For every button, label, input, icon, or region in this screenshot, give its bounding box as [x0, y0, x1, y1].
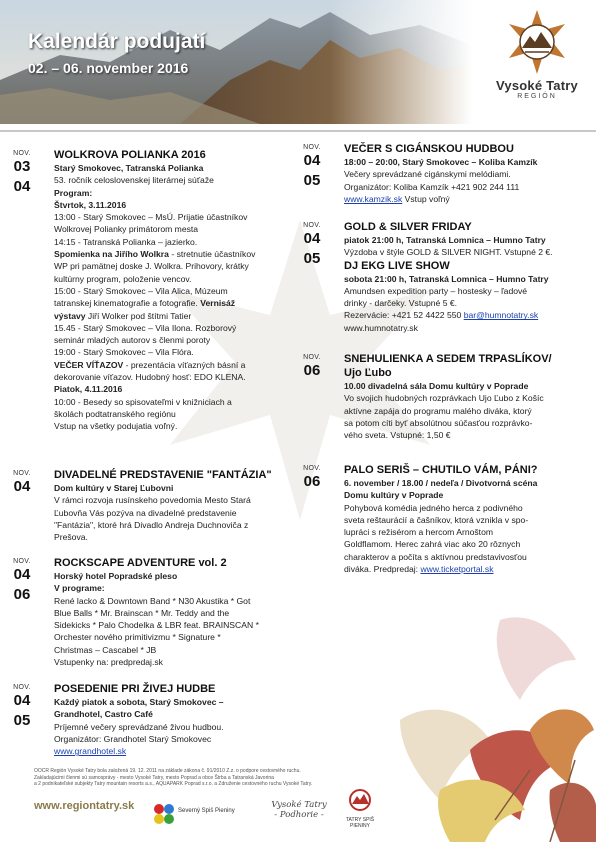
- event-detail-text: sa potom cíti byť absolútnou súčasťou rozprávko-: [344, 417, 533, 428]
- event-detail-line: [54, 721, 224, 733]
- event-detail-text: Program:: [54, 187, 93, 198]
- event-detail-line: [54, 644, 259, 656]
- brand-logo: [482, 6, 592, 120]
- event-detail-line: [344, 193, 537, 205]
- event-detail-line: [54, 187, 255, 199]
- event-detail-text: seminár mladých autorov s členmi poroty: [54, 335, 211, 346]
- event-day: 06: [13, 586, 31, 603]
- event-detail-line: [54, 383, 255, 395]
- event-detail-line: [344, 489, 538, 501]
- brand-subtitle: REGIÓN: [517, 93, 557, 100]
- event-detail-text: vého sveta. Vstupné: 1,50 €: [344, 430, 451, 441]
- event-detail-text: Orchester nového primitivizmu * Signature *: [54, 632, 221, 643]
- event-detail-text: Jiří Wolker pod štítmi Tatier: [85, 310, 192, 321]
- severny-spis-logo-icon: [152, 802, 176, 826]
- event-detail-line: [54, 619, 259, 631]
- event-detail-text: Vstup voľný: [402, 193, 450, 204]
- event-day: 06: [303, 362, 321, 379]
- page-title: Kalendár podujatí: [28, 30, 206, 53]
- event-detail-line: [54, 223, 255, 235]
- event-day: 04: [303, 230, 321, 247]
- event-detail-text: Vstup na všetky podujatia voľný.: [54, 421, 178, 432]
- event-title: VEČER S CIGÁNSKOU HUDBOU: [344, 143, 514, 155]
- event-detail-text: René lacko & Downtown Band * N30 Akustika * Got: [54, 595, 251, 606]
- event-detail-text: Starý Smokovec, Tatranská Polianka: [54, 163, 204, 173]
- event-detail-text: dekorovanie víťazov. Hudobný hosť: EDO KLENA.: [54, 372, 246, 383]
- event-detail-text: Štvrtok, 3.11.2016: [54, 199, 127, 210]
- event-detail-line: [54, 696, 224, 708]
- header-divider: [0, 130, 596, 132]
- event-detail-line: [54, 174, 255, 186]
- event-detail-text: Vernisáž: [200, 298, 236, 309]
- event-date: [292, 354, 332, 381]
- event-detail-text: kultúrny program, položenie vencov.: [54, 273, 192, 284]
- event-detail-text: školách podtatranského regiónu: [54, 408, 176, 419]
- event-entry: [54, 148, 255, 433]
- autumn-leaves-image: [380, 600, 596, 842]
- event-detail-text: Pohybová komédia jedného herca z podivného: [344, 502, 523, 513]
- event-detail-text: Organizátor: Koliba Kamzík +421 902 244 111: [344, 181, 520, 192]
- event-detail-text: Ľubovňa Vás pozýva na divadelné predstavenie: [54, 507, 237, 518]
- event-detail-line: [344, 526, 538, 538]
- pieniny-logo-text: TATRY SPIŠ: [345, 817, 375, 823]
- event-detail-line: [344, 246, 553, 258]
- event-detail-line: [54, 408, 255, 420]
- event-detail-text: 18:00 – 20:00, Starý Smokovec – Koliba Kamzík: [344, 157, 538, 167]
- event-detail-text: Vstupenky na: predpredaj.sk: [54, 657, 163, 668]
- event-detail-line: [54, 607, 259, 619]
- event-detail-text: Wolkrovej Polianky primátorom mesta: [54, 224, 199, 235]
- event-date: [2, 150, 42, 197]
- event-detail-text: Rezervácie: +421 52 4422 550: [344, 310, 464, 321]
- event-detail-text: tatranskej kinematografie a fotografie.: [54, 298, 201, 309]
- event-detail-line: [54, 371, 255, 383]
- event-title: DIVADELNÉ PREDSTAVENIE "FANTÁZIA": [54, 469, 272, 481]
- event-detail-text: 53. ročník celoslovenskej literárnej súťaže: [54, 175, 214, 186]
- event-detail-line: [344, 322, 553, 334]
- event-detail-line: [344, 297, 553, 309]
- event-day: 06: [303, 473, 321, 490]
- event-detail-line: [344, 273, 553, 285]
- event-title: Ujo Ľubo: [344, 367, 392, 379]
- event-link[interactable]: bar@humnotatry.sk: [463, 310, 539, 321]
- event-day: 04: [13, 178, 31, 195]
- event-detail-line: [54, 519, 272, 531]
- footer-website-link[interactable]: www.regiontatry.sk: [34, 800, 135, 812]
- event-day: 04: [13, 566, 31, 583]
- event-detail-line: [344, 477, 538, 489]
- date-range: 02. – 06. november 2016: [28, 60, 189, 76]
- event-detail-text: Blue Balls * Mr. Brainscan * Mr. Teddy and the: [54, 607, 230, 618]
- event-detail-text: 19:00 - Starý Smokovec – Vila Flóra.: [54, 347, 194, 358]
- event-entry: [54, 468, 272, 543]
- severny-spis-label: Severný Spiš Pieniny: [178, 808, 235, 814]
- event-detail-text: piatok 21:00 h, Tatranská Lomnica – Humno Tatry: [344, 235, 546, 245]
- event-detail-line: [344, 405, 552, 417]
- event-detail-line: [54, 285, 255, 297]
- event-detail-line: [344, 563, 538, 575]
- event-detail-line: [344, 168, 537, 180]
- event-detail-text: 15:00 - Starý Smokovec – Vila Alica, Múzeum: [54, 285, 228, 296]
- event-detail-line: [54, 420, 255, 432]
- event-detail-text: Spomienka na Jiřího Wolkra: [54, 249, 169, 260]
- event-detail-text: 6. november / 18.00 / nedeľa / Divotvorná scéna: [344, 478, 538, 488]
- event-detail-text: Každý piatok a sobota, Starý Smokovec –: [54, 697, 224, 707]
- event-detail-line: [344, 285, 553, 297]
- event-link[interactable]: www.kamzik.sk: [344, 193, 403, 204]
- event-detail-line: [54, 199, 255, 211]
- event-detail-text: www.humnotatry.sk: [344, 322, 418, 333]
- pieniny-logo-text: PIENINY: [349, 823, 370, 829]
- event-detail-text: sobota 21:00 h, Tatranská Lomnica – Humno Tatry: [344, 273, 549, 284]
- event-detail-line: [344, 392, 552, 404]
- podhorie-logo: [270, 800, 328, 820]
- podhorie-logo-line: Vysoké Tatry: [271, 800, 327, 810]
- event-detail-line: [344, 380, 552, 392]
- event-entry: [54, 556, 259, 668]
- event-detail-line: [54, 595, 259, 607]
- event-detail-text: Dom kultúry v Starej Ľubovni: [54, 483, 174, 493]
- event-detail-line: [344, 502, 538, 514]
- event-detail-line: [54, 297, 255, 309]
- event-detail-text: Amundsen expedition party – hostesky – ľadové: [344, 285, 528, 296]
- brand-name: Vysoké Tatry: [496, 78, 578, 93]
- event-detail-text: Christmas – Cascabel * JB: [54, 644, 157, 655]
- event-detail-line: [54, 494, 272, 506]
- event-day: 04: [303, 152, 321, 169]
- event-detail-line: [344, 309, 553, 321]
- event-detail-text: 10.00 divadelná sála Domu kultúry v Poprade: [344, 381, 529, 391]
- footer-note: [34, 768, 334, 788]
- event-detail-line: [54, 733, 224, 745]
- pieniny-emblem-icon: [346, 788, 374, 812]
- event-detail-text: Organizátor: Grandhotel Starý Smokovec: [54, 733, 212, 744]
- event-detail-text: - stretnutie účastníkov: [168, 249, 256, 260]
- event-link[interactable]: www.grandhotel.sk: [54, 746, 127, 757]
- event-detail-line: [54, 656, 259, 668]
- event-detail-text: Prešova.: [54, 532, 88, 543]
- event-detail-text: Večery sprevádzané cigánskymi melódiami.: [344, 169, 511, 180]
- event-detail-line: [344, 551, 538, 563]
- event-title: SNEHULIENKA A SEDEM TRPASLÍKOV/: [344, 353, 552, 365]
- event-title: POSEDENIE PRI ŽIVEJ HUDBE: [54, 683, 216, 695]
- event-title: WOLKROVA POLIANKA 2016: [54, 149, 206, 161]
- event-detail-line: [54, 346, 255, 358]
- event-detail-line: [54, 162, 255, 174]
- event-detail-line: [54, 708, 224, 720]
- event-detail-text: Goldflamom. Herec zahrá viac ako 20 rôznych: [344, 539, 521, 550]
- event-month: NOV.: [13, 558, 31, 565]
- event-date: [2, 684, 42, 731]
- event-detail-line: [344, 514, 538, 526]
- event-date: [292, 144, 332, 191]
- event-detail-line: [344, 538, 538, 550]
- event-day: 05: [13, 712, 31, 729]
- event-detail-text: Grandhotel, Castro Café: [54, 709, 153, 720]
- event-entry: [344, 220, 553, 334]
- event-detail-text: V rámci rozvoja rusínskeho povedomia Mesto Stará: [54, 495, 251, 506]
- event-month: NOV.: [303, 354, 321, 361]
- event-detail-line: [344, 181, 537, 193]
- footer-note-line: a 2 podnikateľské subjekty Tatry mountain resorts a.s., AQUAPARK Poprad s.r.o. a Združenie cestovného ruchu Vysoké Tatry.: [34, 781, 313, 788]
- event-detail-line: [344, 156, 537, 168]
- event-detail-text: Sidekicks * Palo Chodelka & LBR feat. BRAINSCAN *: [54, 620, 259, 631]
- event-detail-text: 14:15 - Tatranská Polianka – jazierko.: [54, 236, 198, 247]
- event-day: 03: [13, 158, 31, 175]
- podhorie-logo-line: - Podhorie -: [274, 810, 324, 820]
- event-detail-line: [54, 322, 255, 334]
- event-link[interactable]: www.ticketportal.sk: [420, 564, 494, 575]
- event-detail-text: VEČER VÍŤAZOV: [54, 359, 124, 370]
- event-detail-line: [54, 248, 255, 260]
- event-detail-text: sveta reštaurácií a čašníkov, ktorá vznikla v spo-: [344, 514, 529, 525]
- event-detail-line: [54, 211, 255, 223]
- event-detail-line: [54, 310, 255, 322]
- event-detail-text: "Fantázia", ktoré hrá Divadlo Andreja Duchnoviča z: [54, 519, 249, 530]
- event-day: 05: [303, 172, 321, 189]
- event-detail-line: [54, 582, 259, 594]
- event-detail-line: [54, 396, 255, 408]
- event-day: 04: [13, 692, 31, 709]
- event-detail-line: [54, 631, 259, 643]
- page-header: [0, 0, 596, 124]
- event-detail-text: Príjemné večery sprevádzané živou hudbou.: [54, 721, 224, 732]
- event-detail-line: [54, 745, 224, 757]
- event-entry: [54, 682, 224, 757]
- event-detail-text: 13:00 - Starý Smokovec – MsÚ. Prijatie účastníkov: [54, 212, 248, 223]
- event-date: [292, 465, 332, 492]
- event-detail-text: WP pri pamätnej doske J. Wolkra. Prihovory, krátky: [54, 261, 249, 272]
- tatry-emblem-icon: [501, 6, 573, 78]
- event-detail-text: lupráci s režisérom a hercom Arnoštom: [344, 527, 494, 538]
- event-detail-line: [54, 273, 255, 285]
- event-entry: [344, 463, 538, 575]
- event-detail-text: aktívne zapája do programu malého diváka, ktorý: [344, 405, 532, 416]
- footer-note-line: OOCR Región Vysoké Tatry bola založená 19. 12. 2011 na základe zákona č. 91/2010 Z.z. o podpore cestovného ruchu.: [34, 768, 301, 774]
- event-detail-line: [344, 417, 552, 429]
- event-month: NOV.: [303, 222, 321, 229]
- event-detail-text: 15.45 - Starý Smokovec – Vila Ilona. Rozborový: [54, 322, 237, 333]
- event-date: [2, 558, 42, 605]
- event-title: ROCKSCAPE ADVENTURE vol. 2: [54, 557, 227, 569]
- event-entry: [344, 142, 537, 205]
- event-detail-text: Horský hotel Popradské pleso: [54, 571, 178, 581]
- event-detail-text: Vo svojich hudobných rozprávkach Ujo Ľubo z Košíc: [344, 393, 544, 404]
- event-month: NOV.: [303, 465, 321, 472]
- event-detail-text: výstavy: [54, 310, 86, 321]
- event-detail-line: [54, 359, 255, 371]
- event-detail-line: [54, 260, 255, 272]
- event-detail-line: [344, 234, 553, 246]
- event-month: NOV.: [303, 144, 321, 151]
- event-month: NOV.: [13, 684, 31, 691]
- event-title: DJ EKG LIVE SHOW: [344, 259, 450, 272]
- event-detail-text: Piatok, 4.11.2016: [54, 384, 123, 395]
- event-detail-text: charakterov a počíta s aktívnou predstavivosťou: [344, 551, 527, 562]
- event-detail-text: - prezentácia víťazných básní a: [123, 359, 246, 370]
- tatry-spis-pieniny-logo: [340, 788, 380, 829]
- event-month: NOV.: [13, 470, 31, 477]
- event-detail-text: V programe:: [54, 583, 105, 594]
- event-detail-line: [54, 507, 272, 519]
- event-detail-text: Výzdoba v štýle GOLD & SILVER NIGHT. Vstupné 2 €.: [344, 247, 553, 258]
- event-detail-text: drinky - darčeky. Vstupné 5 €.: [344, 298, 458, 309]
- event-entry: [344, 352, 552, 441]
- event-detail-line: [54, 531, 272, 543]
- event-detail-line: [54, 482, 272, 494]
- event-month: NOV.: [13, 150, 31, 157]
- event-day: 04: [13, 478, 31, 495]
- event-date: [2, 470, 42, 497]
- event-detail-line: [54, 570, 259, 582]
- event-detail-line: [54, 334, 255, 346]
- event-detail-text: Domu kultúry v Poprade: [344, 490, 444, 501]
- event-date: [292, 222, 332, 269]
- event-detail-line: [54, 236, 255, 248]
- event-day: 05: [303, 250, 321, 267]
- event-detail-text: 10:00 - Besedy so spisovateľmi v knižniciach a: [54, 396, 232, 407]
- event-detail-line: [344, 429, 552, 441]
- footer-note-line: Zakladajúcimi členmi sú samosprávy - mesto Vysoké Tatry, mesto Poprad a obce Štrba a Tatranská Javorina: [34, 774, 274, 781]
- event-detail-text: diváka. Predpredaj:: [344, 564, 421, 575]
- event-title: GOLD & SILVER FRIDAY: [344, 221, 472, 233]
- event-title: PALO SERIŠ – CHUTILO VÁM, PÁNI?: [344, 464, 538, 476]
